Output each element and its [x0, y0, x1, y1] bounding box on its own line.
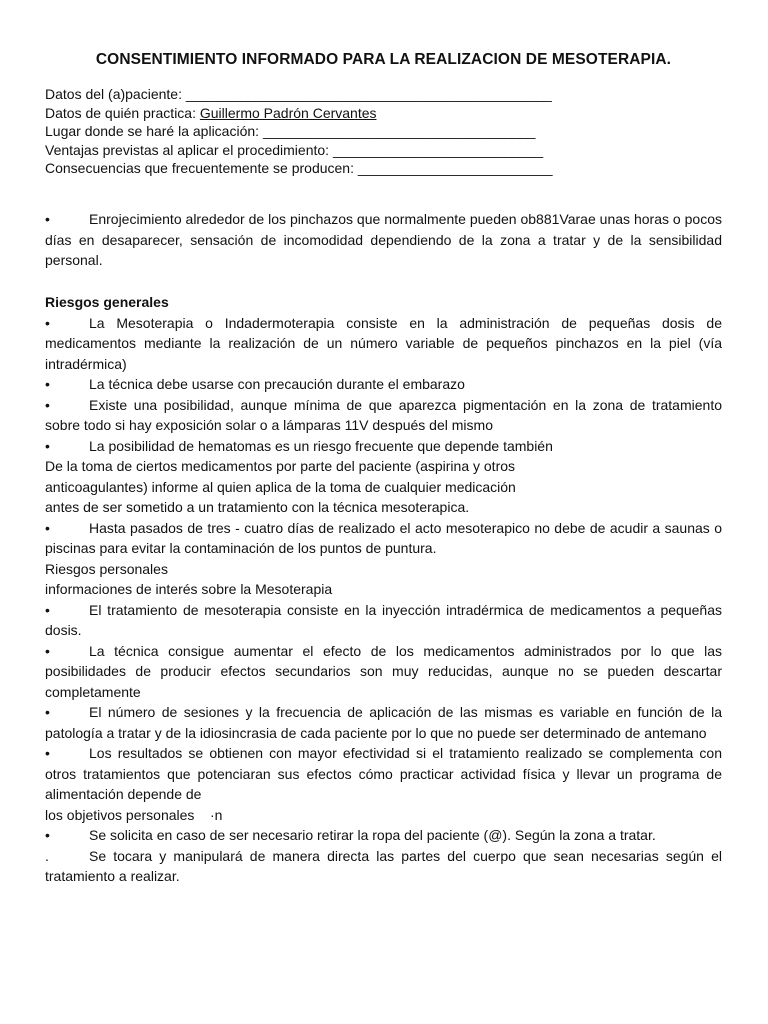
field-consequences-blank[interactable]: _________________________: [357, 160, 553, 176]
objectives-line: los objetivos personales ·n: [45, 806, 223, 823]
patient-fields: [45, 84, 722, 179]
list-item: • La Mesoterapia o Indadermoterapia consiste en la administración de pequeñas dosis de medicamentos mediante la realización de un número variable de pequeños pinchazos en la piel (vía intradérmica): [45, 314, 722, 372]
list-item: • Se solicita en caso de ser necesario retirar la ropa del paciente (@). Según la zona a tratar.: [45, 827, 656, 843]
field-advantages-blank[interactable]: ___________________________: [332, 141, 544, 158]
field-patient: Datos del (a)paciente: _______________________________________________: [45, 86, 552, 102]
list-item: • La técnica consigue aumentar el efecto de los medicamentos administrados por lo que las posibilidades de producir efectos secundarios son muy reducidas, aunque no se pueden descartar completamente: [45, 642, 722, 700]
section-heading-information: informaciones de interés sobre la Mesoterapia: [45, 581, 333, 597]
field-consequences: Consecuencias que frecuentemente se producen: _________________________: [45, 160, 553, 176]
list-item: • El tratamiento de mesoterapia consiste en la inyección intradérmica de medicamentos a pequeñas dosis.: [45, 601, 722, 638]
list-item: • Hasta pasados de tres - cuatro días de realizado el acto mesoterapico no debe de acudir a saunas o piscinas para evitar la contaminación de los puntos de puntura.: [45, 519, 722, 556]
continuation-line: anticoagulantes) informe al quien aplica de la toma de cualquier medicación: [45, 478, 516, 495]
section-heading-personal-risks: Riesgos personales: [45, 560, 168, 577]
list-item: • La posibilidad de hematomas es un riesgo frecuente que depende también: [45, 437, 553, 454]
field-patient-blank[interactable]: _______________________________________________: [185, 86, 552, 102]
section-heading-general-risks: Riesgos generales: [45, 294, 169, 310]
field-location-blank[interactable]: ___________________________________: [262, 123, 536, 139]
field-practitioner: Datos de quién practica: Guillermo Padrón Cervantes: [45, 104, 377, 121]
list-item: • Los resultados se obtienen con mayor efectividad si el tratamiento realizado se complementa con otros tratamientos que potenciaran sus efectos cómo practicar actividad física y llevar un programa de alimentación depende de: [45, 745, 722, 802]
field-location: Lugar donde se haré la aplicación: ___________________________________: [45, 123, 536, 139]
document-title: CONSENTIMIENTO INFORMADO PARA LA REALIZACION DE MESOTERAPIA.: [95, 51, 672, 68]
list-item: • Existe una posibilidad, aunque mínima de que aparezca pigmentación en la zona de tratamiento sobre todo si hay exposición solar o a lámparas 11V después del mismo: [45, 396, 722, 433]
field-advantages: Ventajas previstas al aplicar el procedimiento: ___________________________: [45, 141, 544, 158]
list-item: • El número de sesiones y la frecuencia de aplicación de las mismas es variable en función de la patología a tratar y de la idiosincrasia de cada paciente por lo que no puede ser determinado de antemano: [45, 704, 722, 741]
field-practitioner-value[interactable]: Guillermo Padrón Cervantes: [199, 104, 377, 121]
list-item: . Se tocara y manipulará de manera directa las partes del cuerpo que sean necesarias según el tratamiento a realizar.: [45, 847, 722, 884]
section-general-risks: [45, 292, 722, 887]
intro-paragraph: [45, 209, 722, 271]
list-item: • Enrojecimiento alrededor de los pinchazos que normalmente pueden ob881Varae unas horas o pocos días en desaparecer, sensación de incomodidad dependiendo de la zona a tratar y de la sensibilidad personal.: [45, 211, 722, 268]
list-item: • La técnica debe usarse con precaución durante el embarazo: [45, 376, 465, 392]
continuation-line: antes de ser sometido a un tratamiento con la técnica mesoterapica.: [45, 499, 470, 515]
continuation-line: De la toma de ciertos medicamentos por parte del paciente (aspirina y otros: [45, 458, 516, 474]
